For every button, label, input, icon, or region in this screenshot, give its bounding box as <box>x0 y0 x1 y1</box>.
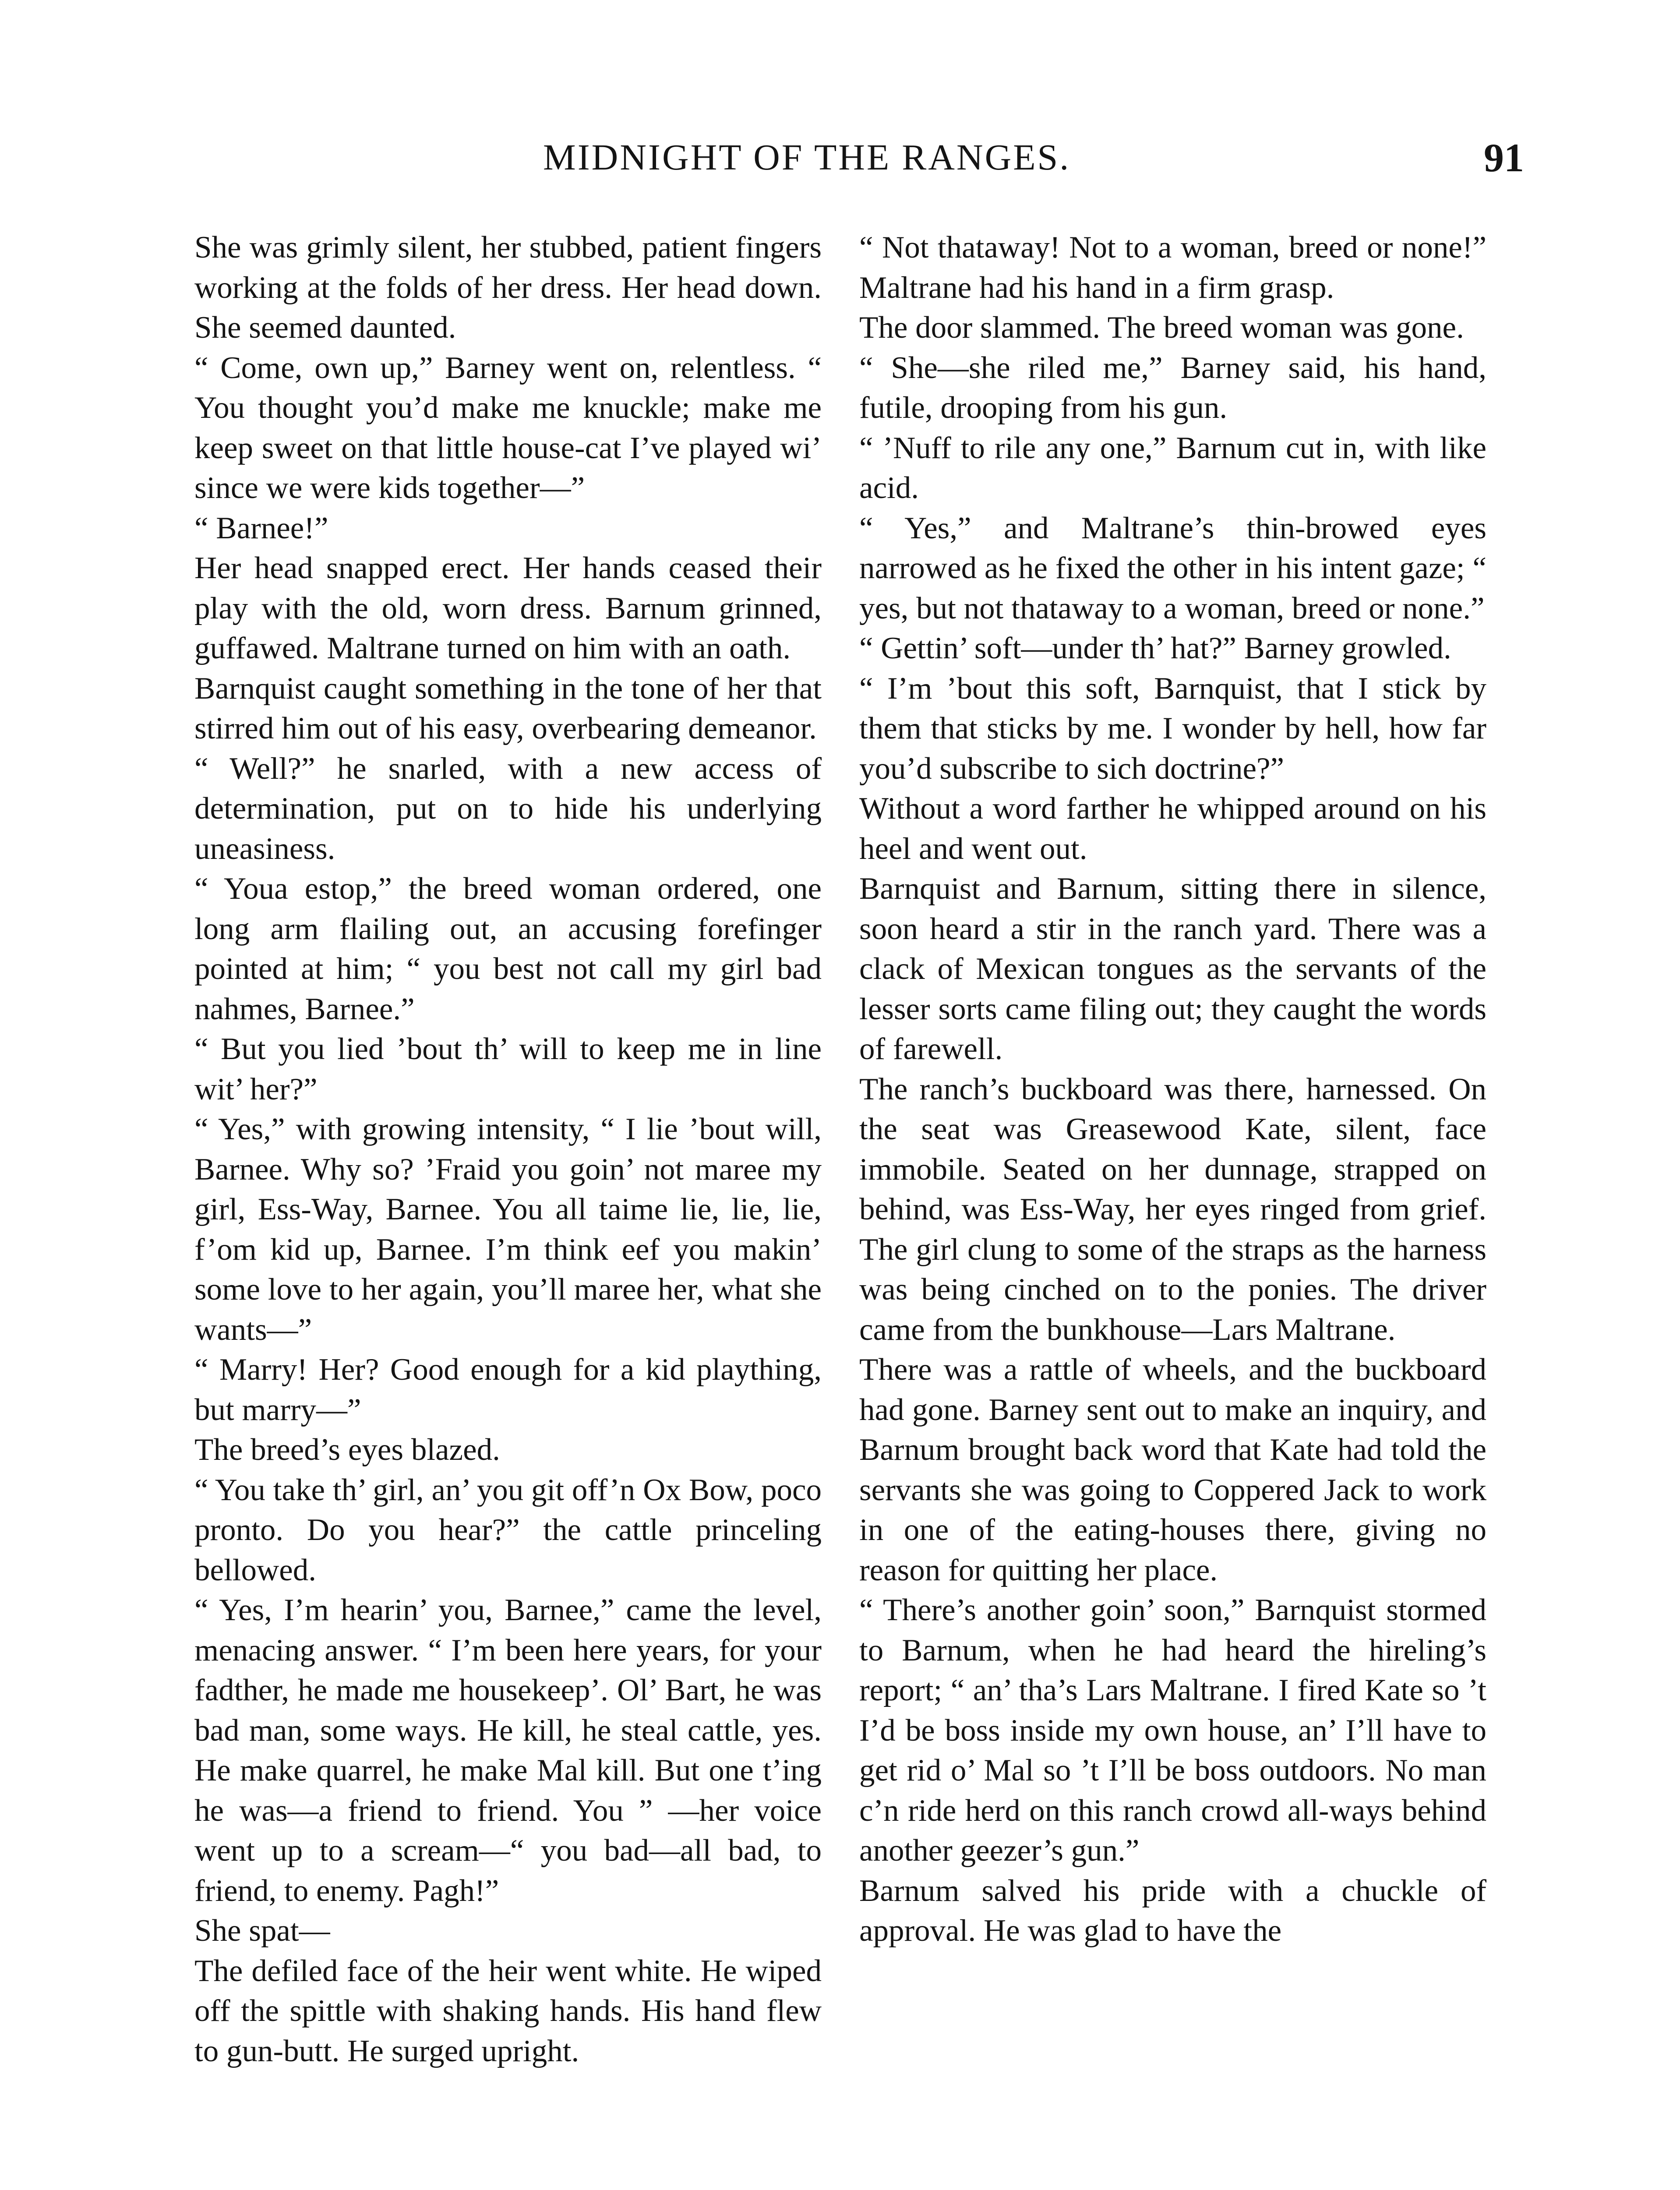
paragraph: Barnquist and Barnum, sitting there in silence, soon heard a stir in the ranch yard. There was a clack of Mexican tongues as the servants of the lesser sorts came filing out; they caught the words of farewell. <box>859 872 1486 1066</box>
paragraph: The ranch’s buckboard was there, harnessed. On the seat was Greasewood Kate, silent, face immobile. Seated on her dunnage, strapped on behind, was Ess-Way, her eyes ringed from grief. The girl clung to some of the straps as the harness was being cinched on to the ponies. The driver came from the bunkhouse—Lars Maltrane. <box>859 1072 1486 1347</box>
right-column <box>859 228 1486 1951</box>
paragraph: There was a rattle of wheels, and the buckboard had gone. Barney sent out to make an inquiry, and Barnum brought back word that Kate had told the servants she was going to Coppered Jack to work in one of the eating-houses there, giving no reason for quitting her place. <box>859 1353 1486 1587</box>
running-header <box>0 131 1680 201</box>
left-column <box>194 228 822 2071</box>
paragraph: The breed’s eyes blazed. <box>194 1433 500 1467</box>
paragraph: Barnquist caught something in the tone of her that stirred him out of his easy, overbearing demeanor. <box>194 671 822 745</box>
paragraph: “ She—she riled me,” Barney said, his hand, futile, drooping from his gun. <box>859 350 1486 425</box>
running-title: MIDNIGHT OF THE RANGES. <box>543 137 1071 178</box>
paragraph: “ Yes, I’m hearin’ you, Barnee,” came the level, menacing answer. “ I’m been here years, for your fadther, he made me housekeep’. Ol’ Bart, he was bad man, some ways. He kill, he steal cattle, yes. He make quarrel, he make Mal kill. But one t’ing he was—a friend to friend. You ” —her voice went up to a scream—“ you bad—all bad, to friend, to enemy. Pagh!” <box>194 1593 822 1908</box>
paragraph: She was grimly silent, her stubbed, patient fingers working at the folds of her dress. Her head down. She seemed daunted. <box>194 230 822 345</box>
paragraph: “ Barnee!” <box>194 511 328 545</box>
paragraph: “ Yes,” with growing intensity, “ I lie ’bout will, Barnee. Why so? ’Fraid you goin’ not maree my girl, Ess-Way, Barnee. You all taime lie, lie, lie, f’om kid up, Barnee. I’m think eef you makin’ some love to her again, you’ll maree her, what she wants—” <box>194 1112 822 1347</box>
paragraph: “ There’s another goin’ soon,” Barnquist stormed to Barnum, when he had heard the hireling’s report; “ an’ tha’s Lars Maltrane. I fired Kate so ’t I’d be boss inside my own house, an’ I’ll have to get rid o’ Mal so ’t I’ll be boss outdoors. No man c’n ride herd on this ranch crowd all-ways behind another geezer’s gun.” <box>859 1593 1486 1868</box>
paragraph: “ Gettin’ soft—under th’ hat?” Barney growled. <box>859 631 1451 665</box>
paragraph: “ Not thataway! Not to a woman, breed or none!” Maltrane had his hand in a firm grasp. <box>859 230 1486 305</box>
paragraph: Without a word farther he whipped around on his heel and went out. <box>859 791 1486 866</box>
paragraph: The door slammed. The breed woman was gone. <box>859 311 1464 345</box>
paragraph: “ But you lied ’bout th’ will to keep me in line wit’ her?” <box>194 1032 822 1106</box>
paragraph: “ Come, own up,” Barney went on, relentless. “ You thought you’d make me knuckle; make me keep sweet on that little house-cat I’ve played wi’ since we were kids together—” <box>194 350 822 505</box>
page-number: 91 <box>1484 135 1524 180</box>
paragraph: “ Youa estop,” the breed woman ordered, one long arm flailing out, an accusing forefinger pointed at him; “ you best not call my girl bad nahmes, Barnee.” <box>194 872 822 1026</box>
paragraph: “ ’Nuff to rile any one,” Barnum cut in, with like acid. <box>859 431 1486 505</box>
paragraph: “ Well?” he snarled, with a new access of determination, put on to hide his underlying uneasiness. <box>194 751 822 866</box>
paragraph: “ I’m ’bout this soft, Barnquist, that I stick by them that sticks by me. I wonder by hell, how far you’d subscribe to sich doctrine?” <box>859 671 1486 786</box>
paragraph: The defiled face of the heir went white. He wiped off the spittle with shaking hands. His hand flew to gun-butt. He surged upright. <box>194 1953 822 2068</box>
paragraph: “ Marry! Her? Good enough for a kid plaything, but marry—” <box>194 1353 822 1427</box>
paragraph: Her head snapped erect. Her hands ceased their play with the old, worn dress. Barnum grinned, guffawed. Maltrane turned on him with an oath. <box>194 551 822 665</box>
paragraph: Barnum salved his pride with a chuckle of approval. He was glad to have the <box>859 1873 1486 1948</box>
paragraph: “ You take th’ girl, an’ you git off’n Ox Bow, poco pronto. Do you hear?” the cattle princeling bellowed. <box>194 1473 822 1587</box>
paragraph: She spat— <box>194 1914 330 1948</box>
paragraph: “ Yes,” and Maltrane’s thin-browed eyes narrowed as he fixed the other in his intent gaze; “ yes, but not thataway to a woman, breed or none.” <box>859 511 1486 625</box>
